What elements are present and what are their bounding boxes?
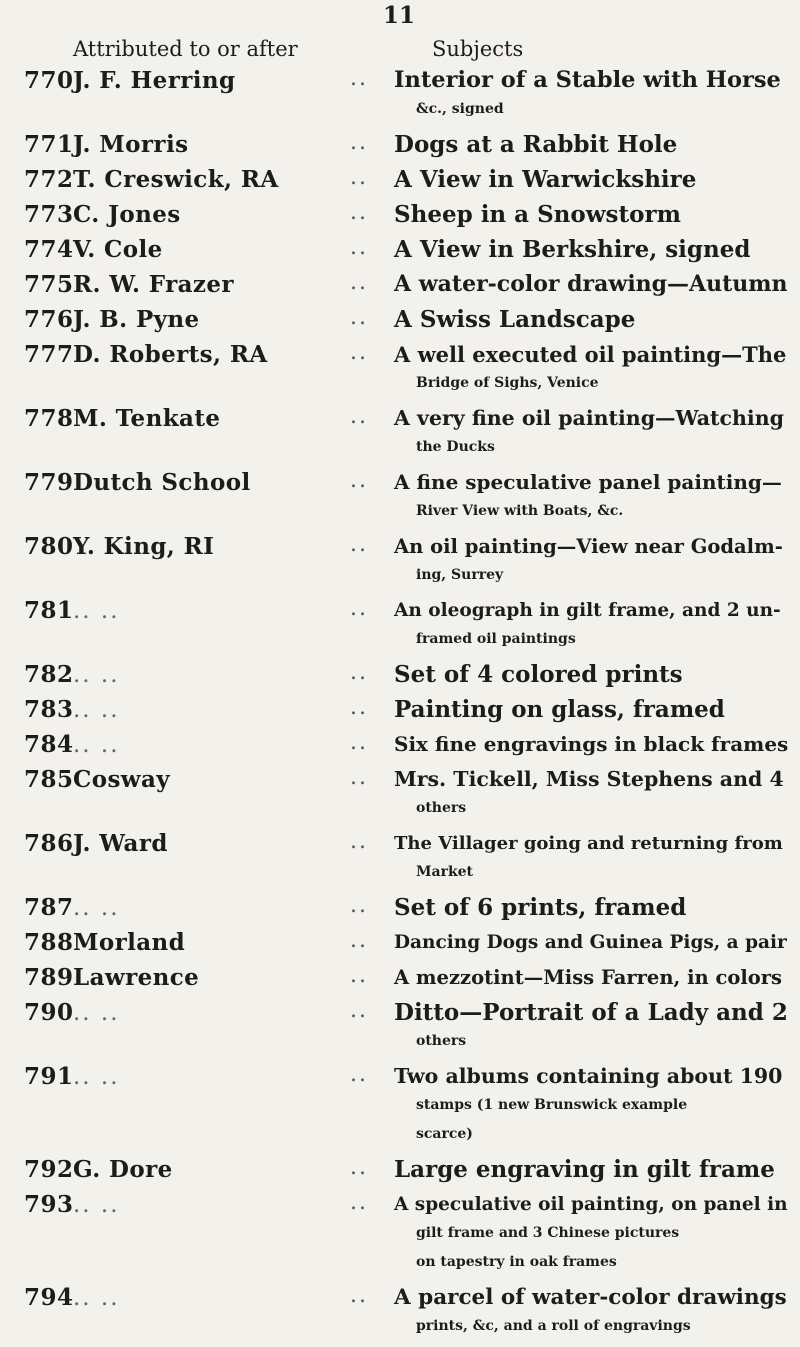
header-attributed: Attributed to or after bbox=[73, 37, 298, 61]
lot-number: 778 bbox=[24, 405, 74, 432]
lot-subject bbox=[394, 660, 786, 689]
lot-number: 784 bbox=[24, 731, 74, 758]
lot-row bbox=[0, 532, 800, 596]
lot-subject bbox=[394, 1062, 786, 1149]
lot-row bbox=[0, 305, 800, 340]
lot-artist: R. W. Frazer bbox=[73, 271, 234, 298]
lot-number: 779 bbox=[24, 469, 74, 496]
lot-subject bbox=[394, 130, 786, 159]
subject-line: framed oil paintings bbox=[416, 631, 576, 647]
lot-number: 772 bbox=[24, 166, 74, 193]
lot-number: 781 bbox=[24, 597, 74, 624]
lot-number: 793 bbox=[24, 1191, 74, 1218]
lot-artist bbox=[73, 1190, 120, 1220]
leader-dots: .. bbox=[350, 1283, 368, 1308]
lot-artist: Lawrence bbox=[73, 964, 200, 991]
subject-line: A well executed oil painting—The bbox=[394, 342, 787, 367]
lot-number: 794 bbox=[24, 1284, 74, 1311]
leader-dots: .. bbox=[350, 928, 368, 953]
lot-artist bbox=[73, 695, 120, 725]
lot-artist: G. Dore bbox=[73, 1156, 173, 1183]
subject-line: prints, &c, and a roll of engravings bbox=[416, 1318, 691, 1334]
ditto-marks: .. .. bbox=[73, 895, 120, 921]
lot-artist: Morland bbox=[73, 929, 186, 956]
subject-line: A Swiss Landscape bbox=[394, 306, 636, 333]
lot-number: 790 bbox=[24, 999, 74, 1026]
ditto-marks: .. .. bbox=[73, 598, 120, 624]
leader-dots: .. bbox=[350, 893, 368, 918]
leader-dots: .. bbox=[350, 165, 368, 190]
subject-line: Set of 4 colored prints bbox=[394, 661, 683, 688]
lot-subject bbox=[394, 928, 786, 957]
subject-line: Dogs at a Rabbit Hole bbox=[394, 131, 678, 158]
lot-artist bbox=[73, 998, 120, 1028]
lot-subject bbox=[394, 893, 786, 922]
lot-row bbox=[0, 893, 800, 928]
leader-dots: .. bbox=[350, 130, 368, 155]
lot-subject bbox=[394, 404, 786, 462]
lot-number: 773 bbox=[24, 201, 74, 228]
subject-line: the Ducks bbox=[416, 439, 495, 455]
lot-number: 782 bbox=[24, 661, 74, 688]
lot-artist: J. Morris bbox=[73, 131, 189, 158]
subject-line: River View with Boats, &c. bbox=[416, 503, 624, 519]
lot-subject bbox=[394, 270, 786, 299]
lot-subject bbox=[394, 305, 786, 334]
lot-number: 770 bbox=[24, 67, 74, 94]
lot-subject bbox=[394, 66, 786, 124]
leader-dots: .. bbox=[350, 1062, 368, 1087]
ditto-marks: .. .. bbox=[73, 1192, 120, 1218]
lot-artist: D. Roberts, RA bbox=[73, 341, 268, 368]
lot-artist bbox=[73, 1062, 120, 1092]
subject-line: others bbox=[416, 1033, 467, 1049]
lot-row bbox=[0, 235, 800, 270]
lot-subject bbox=[394, 235, 786, 264]
leader-dots: .. bbox=[350, 1190, 368, 1215]
lot-artist bbox=[73, 730, 120, 760]
ditto-marks: .. .. bbox=[73, 1285, 120, 1311]
lot-row bbox=[0, 1190, 800, 1283]
lot-subject bbox=[394, 1155, 786, 1184]
subject-line: An oleograph in gilt frame, and 2 un- bbox=[394, 600, 781, 621]
leader-dots: .. bbox=[350, 305, 368, 330]
leader-dots: .. bbox=[350, 596, 368, 621]
lot-row bbox=[0, 468, 800, 532]
lot-list bbox=[0, 66, 800, 1347]
leader-dots: .. bbox=[350, 66, 368, 91]
lot-number: 789 bbox=[24, 964, 74, 991]
subject-line: &c., signed bbox=[416, 101, 504, 117]
lot-subject bbox=[394, 468, 786, 526]
lot-row bbox=[0, 270, 800, 305]
leader-dots: .. bbox=[350, 200, 368, 225]
subject-line: gilt frame and 3 Chinese pictures bbox=[416, 1225, 680, 1241]
ditto-marks: .. .. bbox=[73, 1000, 120, 1026]
lot-artist: J. F. Herring bbox=[73, 67, 236, 94]
lot-subject bbox=[394, 596, 786, 654]
subject-line: ing, Surrey bbox=[416, 567, 504, 583]
subject-line: A mezzotint—Miss Farren, in colors bbox=[394, 966, 782, 989]
lot-row bbox=[0, 765, 800, 829]
lot-artist: V. Cole bbox=[73, 236, 163, 263]
lot-row bbox=[0, 695, 800, 730]
subject-line: A speculative oil painting, on panel in bbox=[394, 1194, 788, 1215]
lot-subject bbox=[394, 765, 786, 823]
lot-artist: Dutch School bbox=[73, 469, 251, 496]
lot-number: 775 bbox=[24, 271, 74, 298]
lot-number: 785 bbox=[24, 766, 74, 793]
leader-dots: .. bbox=[350, 404, 368, 429]
subject-line: Market bbox=[416, 864, 474, 880]
lot-subject bbox=[394, 963, 786, 992]
subject-line: Large engraving in gilt frame bbox=[394, 1156, 775, 1183]
subject-line: The Villager going and returning from bbox=[394, 833, 783, 854]
lot-row bbox=[0, 596, 800, 660]
ditto-marks: .. .. bbox=[73, 697, 120, 723]
lot-artist: C. Jones bbox=[73, 201, 181, 228]
leader-dots: .. bbox=[350, 270, 368, 295]
leader-dots: .. bbox=[350, 963, 368, 988]
subject-line: An oil painting—View near Godalm- bbox=[394, 535, 783, 558]
lot-row bbox=[0, 963, 800, 998]
lot-row bbox=[0, 66, 800, 130]
lot-artist: M. Tenkate bbox=[73, 405, 221, 432]
lot-subject bbox=[394, 1190, 786, 1277]
subject-line: A View in Warwickshire bbox=[394, 166, 697, 193]
subject-line: Painting on glass, framed bbox=[394, 696, 725, 723]
lot-number: 777 bbox=[24, 341, 74, 368]
subject-line: Two albums containing about 190 bbox=[394, 1064, 783, 1088]
subject-line: Interior of a Stable with Horse bbox=[394, 67, 781, 93]
lot-subject bbox=[394, 532, 786, 590]
leader-dots: .. bbox=[350, 765, 368, 790]
subject-line: Mrs. Tickell, Miss Stephens and 4 bbox=[394, 767, 784, 791]
subject-line: A fine speculative panel painting— bbox=[394, 470, 782, 494]
lot-number: 792 bbox=[24, 1156, 74, 1183]
subject-line: Bridge of Sighs, Venice bbox=[416, 375, 599, 391]
lot-artist bbox=[73, 660, 120, 690]
subject-line: others bbox=[416, 800, 467, 816]
lot-artist bbox=[73, 1283, 120, 1313]
subject-line: Six fine engravings in black frames bbox=[394, 732, 789, 756]
leader-dots: .. bbox=[350, 660, 368, 685]
column-header bbox=[0, 37, 800, 67]
leader-dots: .. bbox=[350, 532, 368, 557]
lot-row bbox=[0, 1283, 800, 1347]
subject-line: A parcel of water-color drawings bbox=[394, 1285, 787, 1310]
ditto-marks: .. .. bbox=[73, 732, 120, 758]
leader-dots: .. bbox=[350, 730, 368, 755]
subject-line: Ditto—Portrait of a Lady and 2 bbox=[394, 999, 788, 1026]
lot-number: 787 bbox=[24, 894, 74, 921]
lot-number: 791 bbox=[24, 1063, 74, 1090]
lot-artist bbox=[73, 893, 120, 923]
leader-dots: .. bbox=[350, 998, 368, 1023]
lot-number: 774 bbox=[24, 236, 74, 263]
lot-subject bbox=[394, 1283, 786, 1341]
lot-number: 771 bbox=[24, 131, 74, 158]
ditto-marks: .. .. bbox=[73, 1064, 120, 1090]
leader-dots: .. bbox=[350, 829, 368, 854]
subject-line: A water-color drawing—Autumn bbox=[394, 271, 788, 297]
leader-dots: .. bbox=[350, 468, 368, 493]
lot-number: 780 bbox=[24, 533, 74, 560]
lot-row bbox=[0, 200, 800, 235]
lot-number: 783 bbox=[24, 696, 74, 723]
lot-artist: Y. King, RI bbox=[73, 533, 215, 560]
page-number: 11 bbox=[383, 2, 416, 29]
lot-subject bbox=[394, 695, 786, 724]
lot-subject bbox=[394, 829, 786, 887]
lot-subject bbox=[394, 200, 786, 229]
subject-line: Dancing Dogs and Guinea Pigs, a pair bbox=[394, 932, 787, 953]
lot-subject bbox=[394, 730, 789, 759]
header-subjects: Subjects bbox=[432, 37, 524, 61]
lot-row bbox=[0, 829, 800, 893]
lot-number: 786 bbox=[24, 830, 74, 857]
lot-artist: Cosway bbox=[73, 766, 171, 793]
leader-dots: .. bbox=[350, 1155, 368, 1180]
subject-line: scarce) bbox=[416, 1126, 473, 1142]
lot-number: 788 bbox=[24, 929, 74, 956]
lot-subject bbox=[394, 998, 786, 1056]
lot-row bbox=[0, 1062, 800, 1155]
subject-line: A View in Berkshire, signed bbox=[394, 236, 751, 263]
leader-dots: .. bbox=[350, 340, 368, 365]
lot-artist: J. B. Pyne bbox=[73, 306, 200, 333]
lot-subject bbox=[394, 340, 786, 398]
lot-number: 776 bbox=[24, 306, 74, 333]
lot-artist: J. Ward bbox=[73, 830, 168, 857]
lot-artist bbox=[73, 596, 120, 626]
lot-row bbox=[0, 404, 800, 468]
ditto-marks: .. .. bbox=[73, 662, 120, 688]
lot-row bbox=[0, 928, 800, 963]
lot-row bbox=[0, 130, 800, 165]
lot-row bbox=[0, 165, 800, 200]
subject-line: on tapestry in oak frames bbox=[416, 1254, 617, 1270]
leader-dots: .. bbox=[350, 695, 368, 720]
lot-row bbox=[0, 1155, 800, 1190]
lot-row bbox=[0, 340, 800, 404]
subject-line: Sheep in a Snowstorm bbox=[394, 201, 681, 228]
lot-row bbox=[0, 998, 800, 1062]
lot-row bbox=[0, 730, 800, 765]
lot-artist: T. Creswick, RA bbox=[73, 166, 279, 193]
leader-dots: .. bbox=[350, 235, 368, 260]
subject-line: Set of 6 prints, framed bbox=[394, 894, 687, 921]
lot-row bbox=[0, 660, 800, 695]
subject-line: stamps (1 new Brunswick example bbox=[416, 1097, 688, 1113]
subject-line: A very fine oil painting—Watching bbox=[394, 406, 784, 430]
lot-subject bbox=[394, 165, 786, 194]
